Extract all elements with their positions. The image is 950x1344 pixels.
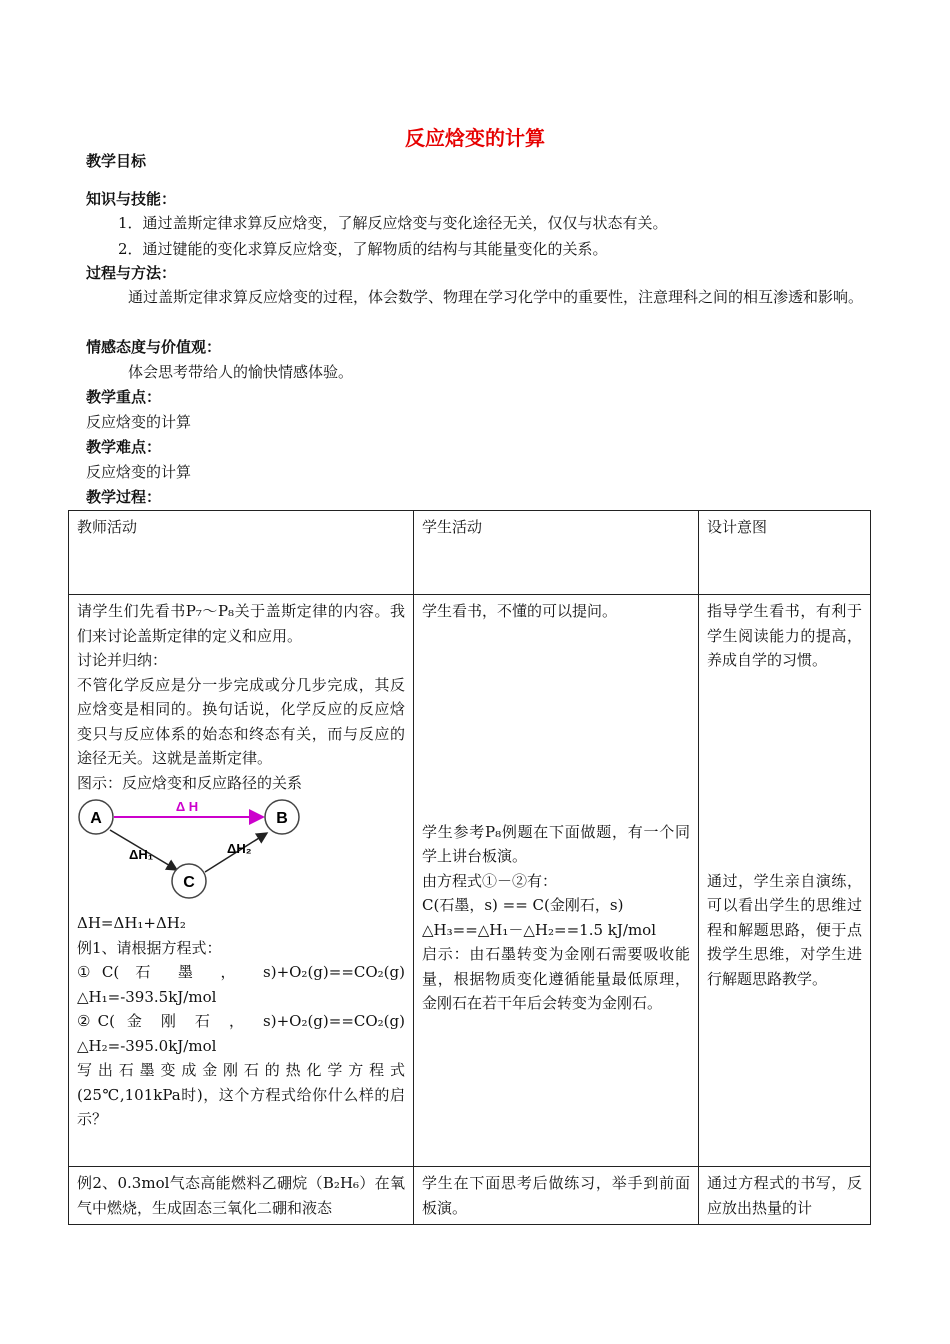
document-title: 反应焓变的计算 — [405, 126, 545, 150]
knowledge-item-2: 2．通过键能的变化求算反应焓变，了解物质的结构与其能量变化的关系。 — [118, 240, 608, 258]
knowledge-heading: 知识与技能： — [86, 190, 177, 208]
node-b-label: B — [276, 810, 288, 827]
teacher-question: 写出石墨变成金刚石的热化学方程式(25℃,101kPa时)，这个方程式给你什么样的启示？ — [77, 1061, 405, 1128]
process-section-heading: 教学过程： — [86, 488, 162, 506]
teacher-law: 不管化学反应是分一步完成或分几步完成，其反应焓变是相同的。换句话说，化学反应的反应焓变只与反应体系的始态和终态有关，而与反应的途径无关。这就是盖斯定律。 — [77, 675, 405, 767]
knowledge-item-1: 1．通过盖斯定律求算反应焓变，了解反应焓变与变化途径无关，仅仅与状态有关。 — [118, 214, 668, 232]
key-point-text: 反应焓变的计算 — [86, 413, 192, 431]
dh-label: Δ H — [175, 799, 199, 814]
teacher-relation: ΔH=ΔH₁+ΔH₂ — [77, 914, 186, 932]
enthalpy-path-diagram — [77, 799, 317, 911]
teacher-figure-caption: 图示：反应焓变和反应路径的关系 — [77, 773, 303, 792]
header-teacher: 教师活动 — [69, 511, 414, 595]
design-intent-cell — [699, 595, 871, 1167]
attitude-text: 体会思考带给人的愉快情感体验。 — [128, 363, 354, 381]
student-hint: 启示：由石墨转变为金刚石需要吸收能量，根据物质变化遵循能量最低原理，金刚石在若干年后会转变为金刚石。 — [422, 945, 690, 1012]
key-point-heading: 教学重点： — [86, 388, 162, 406]
teacher-equation-2: ②C( 金 刚 石 ， s)+O₂(g)==CO₂(g) △H₂=-395.0kJ/mol — [77, 1012, 405, 1055]
dh2-label: ΔH₂ — [227, 841, 252, 856]
teacher-example-1: 例1、请根据方程式： — [77, 938, 222, 957]
student-equation: C(石墨，s) == C(金刚石，s) — [422, 896, 624, 914]
table-header-row — [69, 511, 871, 595]
student-from: 由方程式①－②有： — [422, 871, 558, 890]
process-text: 通过盖斯定律求算反应焓变的过程，体会数学、物理在学习化学中的重要性，注意理科之间的相互渗透和影响。 — [128, 288, 864, 306]
design-intent-1: 指导学生看书，有利于学生阅读能力的提高，养成自学的习惯。 — [707, 602, 862, 669]
teacher-intro: 请学生们先看书P₇～P₈关于盖斯定律的内容。我们来讨论盖斯定律的定义和应用。 — [77, 602, 405, 645]
node-c-label: C — [183, 874, 195, 891]
difficulty-heading: 教学难点： — [86, 438, 162, 456]
teacher-discuss: 讨论并归纳： — [77, 651, 168, 669]
student-practice: 学生参考P₈例题在下面做题，有一个同学上讲台板演。 — [422, 822, 690, 865]
teaching-process-table — [68, 510, 871, 1225]
student-activity-cell — [414, 595, 699, 1167]
teacher-activity-cell — [69, 595, 414, 1167]
dh1-label: ΔH₁ — [129, 847, 154, 862]
teacher-activity-cell-2: 例2、0.3mol气态高能燃料乙硼烷（B₂H₆）在氧气中燃烧，生成固态三氧化二硼和液态 — [69, 1167, 414, 1225]
teacher-equation-1: ①C( 石 墨 ， s)+O₂(g)==CO₂(g) △H₁=-393.5kJ/mol — [77, 963, 405, 1006]
student-activity-cell-2: 学生在下面思考后做练习，举手到前面板演。 — [414, 1167, 699, 1225]
header-design: 设计意图 — [699, 511, 871, 595]
difficulty-text: 反应焓变的计算 — [86, 463, 192, 481]
node-a-label: A — [90, 810, 102, 827]
student-read: 学生看书，不懂的可以提问。 — [422, 602, 618, 620]
table-row — [69, 1167, 871, 1225]
student-dh3: △H₃==△H₁－△H₂==1.5 kJ/mol — [422, 920, 656, 939]
attitude-heading: 情感态度与价值观： — [86, 338, 222, 356]
table-row — [69, 595, 871, 1167]
design-intent-2: 通过，学生亲自演练，可以看出学生的思维过程和解题思路，便于点拨学生思维，对学生进行解题思路教学。 — [707, 871, 862, 988]
process-heading: 过程与方法： — [86, 264, 177, 282]
objectives-heading: 教学目标 — [86, 152, 147, 170]
design-intent-cell-2: 通过方程式的书写，反应放出热量的计 — [699, 1167, 871, 1225]
header-student: 学生活动 — [414, 511, 699, 595]
